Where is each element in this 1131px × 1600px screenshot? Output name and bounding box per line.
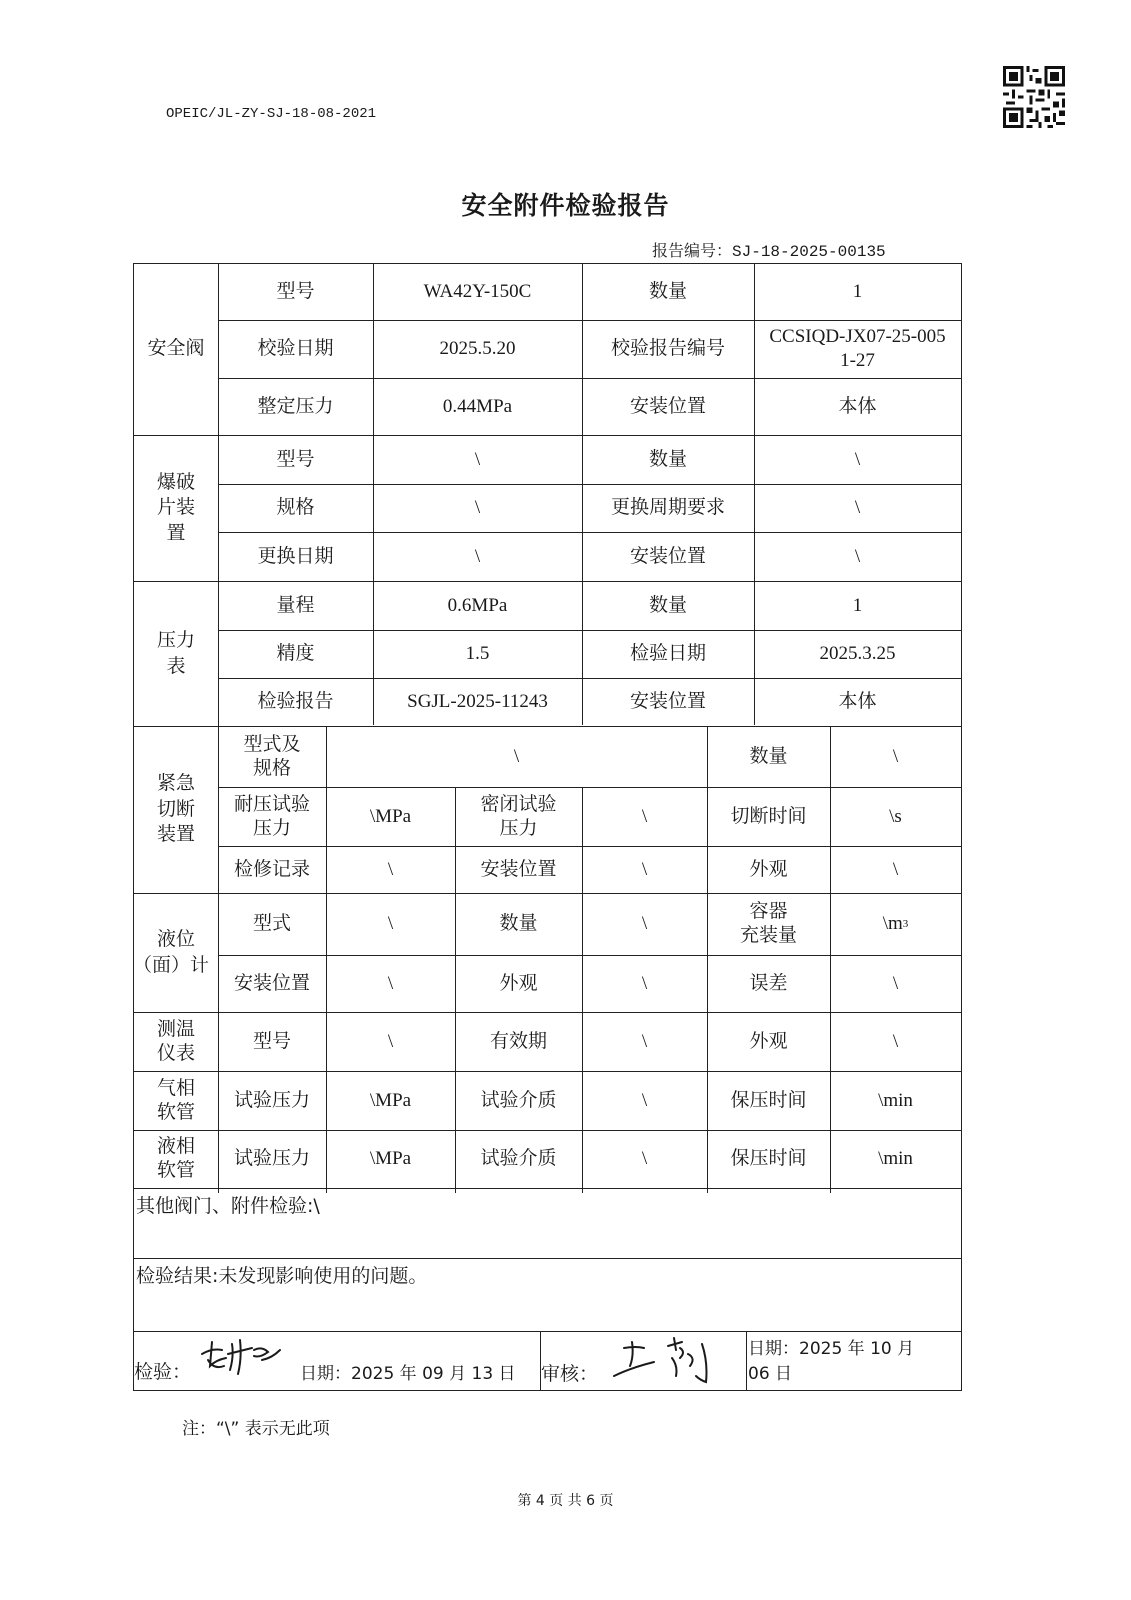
inspect-date: 日期：2025 年 09 月 13 日 — [300, 1364, 516, 1385]
review-date-line: 日期：2025 年 10 月 — [748, 1338, 915, 1359]
field-label: 整定压力 — [257, 394, 334, 417]
field-value: \ — [641, 1030, 648, 1052]
field-value: \ — [387, 1030, 394, 1052]
field-value: \ — [892, 972, 899, 994]
field-value: \ — [641, 913, 648, 935]
report-number-value: SJ-18-2025-00135 — [732, 243, 886, 261]
field-value: 2025.3.25 — [819, 643, 896, 665]
field-value: \ — [892, 745, 899, 767]
group-label-line: 紧急 — [156, 772, 195, 795]
label-line: 规格 — [252, 756, 291, 779]
field-value: \ — [641, 805, 648, 827]
field-label: 检修记录 — [233, 857, 310, 880]
review-date-line: 06 日 — [748, 1363, 793, 1384]
footnote: 注：“\” 表示无此项 — [182, 1419, 330, 1439]
group-label-line: 装置 — [156, 823, 195, 846]
group-label — [134, 1071, 218, 1130]
label-line: 耐压试验 — [233, 792, 310, 815]
field-label: 安装位置 — [233, 971, 310, 994]
field-value: \min — [878, 1148, 913, 1170]
field-value: 0.6MPa — [447, 594, 508, 616]
field-label — [218, 726, 326, 787]
field-value: \ — [892, 858, 899, 880]
field-value: \ — [641, 858, 648, 880]
label-line: 压力 — [252, 816, 291, 839]
label-line: 密闭试验 — [480, 792, 557, 815]
group-label-line: 表 — [166, 654, 186, 677]
field-label: 安装位置 — [629, 690, 706, 713]
form-code: OPEIC/JL-ZY-SJ-18-08-2021 — [166, 106, 377, 122]
field-value: \ — [854, 545, 861, 567]
field-label: 数量 — [648, 279, 687, 302]
field-value: \MPa — [369, 805, 412, 827]
group-label-line: 仪表 — [156, 1041, 195, 1064]
group-label-line: 软管 — [156, 1159, 195, 1181]
field-value: \ — [892, 1030, 899, 1052]
field-label: 外观 — [749, 857, 788, 880]
field-value: 1.5 — [465, 643, 490, 665]
field-label: 数量 — [499, 912, 538, 935]
field-label: 检验报告 — [257, 690, 334, 713]
field-label: 量程 — [276, 593, 315, 616]
group-label — [134, 726, 218, 893]
field-label — [707, 893, 830, 955]
group-label — [134, 1130, 218, 1188]
field-value: \ — [474, 545, 481, 567]
field-label: 安装位置 — [629, 544, 706, 567]
field-label: 误差 — [749, 971, 788, 994]
field-value — [754, 320, 961, 378]
group-label — [134, 1012, 218, 1071]
field-value: \ — [474, 497, 481, 519]
field-label: 型号 — [252, 1029, 291, 1052]
field-value: \ — [641, 1148, 648, 1170]
group-label-line: 片装 — [156, 496, 195, 519]
report-number — [652, 238, 886, 261]
review-date — [748, 1333, 960, 1390]
field-value: \min — [878, 1089, 913, 1111]
inspection-result: 检验结果:未发现影响使用的问题。 — [136, 1265, 428, 1287]
field-label: 更换日期 — [257, 544, 334, 567]
field-value: \s — [889, 805, 902, 827]
group-label-line: 液相 — [156, 1135, 195, 1158]
label-line: 型式及 — [243, 732, 301, 755]
field-label: 型号 — [276, 447, 315, 470]
field-value: \ — [387, 913, 394, 935]
field-label: 试验介质 — [480, 1147, 557, 1170]
other-valves-inspection: 其他阀门、附件检验:\ — [136, 1195, 320, 1217]
group-label-line: 置 — [166, 521, 186, 544]
label-line: 容器 — [749, 900, 788, 923]
field-value: \MPa — [369, 1089, 412, 1111]
field-value: \MPa — [369, 1148, 412, 1170]
field-label: 外观 — [749, 1029, 788, 1052]
field-label: 型式 — [252, 912, 291, 935]
field-value: \ — [513, 745, 520, 767]
field-label: 校验日期 — [257, 337, 334, 360]
volume-value: \m — [882, 913, 903, 935]
page-number: 第 4 页 共 6 页 — [517, 1493, 614, 1509]
unit-exponent: 3 — [902, 917, 909, 930]
group-label-line: 软管 — [156, 1100, 195, 1123]
field-value: \ — [474, 448, 481, 470]
field-label: 保压时间 — [730, 1147, 807, 1170]
field-label: 更换周期要求 — [610, 496, 725, 519]
qr-code-icon — [1003, 66, 1065, 128]
field-value: \ — [641, 1089, 648, 1111]
field-value: \ — [387, 858, 394, 880]
field-label: 规格 — [276, 496, 315, 519]
field-value: SGJL-2025-11243 — [407, 691, 548, 713]
field-label: 数量 — [749, 744, 788, 767]
report-code-line: 1-27 — [840, 350, 875, 371]
group-label-line: （面）计 — [132, 953, 209, 976]
field-value: \ — [387, 972, 394, 994]
field-label: 有效期 — [489, 1029, 547, 1052]
field-value: WA42Y-150C — [423, 280, 532, 302]
field-value: 0.44MPa — [442, 395, 513, 417]
field-value: \ — [641, 972, 648, 994]
field-label: 校验报告编号 — [610, 337, 725, 360]
label-line: 充装量 — [739, 924, 797, 946]
reviewer-signature — [610, 1336, 720, 1386]
group-label: 安全阀 — [147, 337, 205, 360]
field-label: 保压时间 — [730, 1088, 807, 1111]
inspector-label: 检验： — [134, 1361, 192, 1384]
group-label — [134, 435, 218, 581]
field-label: 精度 — [276, 642, 315, 665]
field-value: 本体 — [838, 690, 877, 713]
field-label: 试验介质 — [480, 1088, 557, 1111]
field-label: 数量 — [648, 447, 687, 470]
group-label-line: 爆破 — [156, 470, 195, 493]
group-label-line: 测温 — [156, 1017, 195, 1040]
field-label: 安装位置 — [629, 394, 706, 417]
document-title: 安全附件检验报告 — [461, 191, 670, 220]
report-number-label: 报告编号： — [652, 241, 733, 260]
field-label: 检验日期 — [629, 642, 706, 665]
field-label — [455, 787, 582, 846]
group-label-line: 液位 — [156, 927, 195, 950]
group-label-line: 切断 — [156, 797, 195, 820]
report-code-line: CCSIQD-JX07-25-005 — [769, 326, 946, 348]
label-line: 压力 — [499, 816, 538, 839]
field-value: \ — [854, 448, 861, 470]
field-label: 型号 — [276, 279, 315, 302]
field-label: 数量 — [648, 593, 687, 616]
group-label-line: 气相 — [156, 1076, 195, 1099]
field-label: 切断时间 — [730, 804, 807, 827]
field-value: 1 — [852, 280, 863, 302]
field-value: 1 — [852, 594, 863, 616]
group-label-line: 压力 — [156, 628, 195, 651]
field-label — [218, 787, 326, 846]
reviewer-label: 审核： — [541, 1363, 599, 1386]
group-label — [134, 581, 218, 726]
group-label — [134, 893, 218, 1012]
field-label: 外观 — [499, 971, 538, 994]
field-label: 试验压力 — [233, 1147, 310, 1170]
field-label: 安装位置 — [480, 857, 557, 880]
field-value: 本体 — [838, 394, 877, 417]
inspector-signature — [196, 1336, 286, 1376]
field-label: 试验压力 — [233, 1088, 310, 1111]
field-value: 2025.5.20 — [439, 338, 516, 360]
field-value — [830, 893, 961, 955]
field-value: \ — [854, 497, 861, 519]
